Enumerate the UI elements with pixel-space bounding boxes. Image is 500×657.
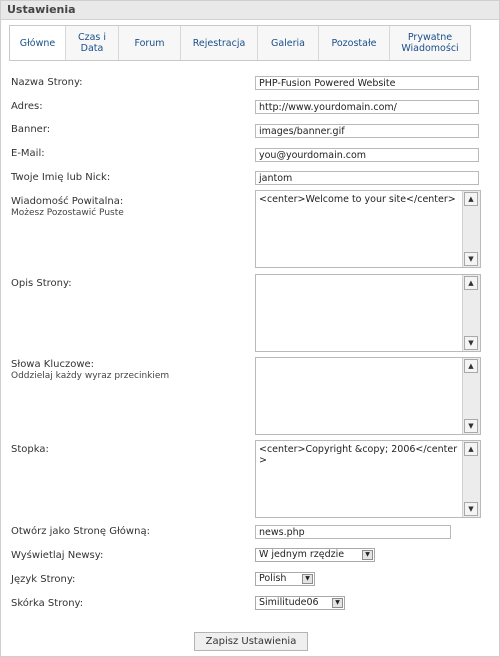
save-settings-button[interactable]: Zapisz Ustawienia bbox=[194, 632, 308, 651]
tab-forum[interactable]: Forum bbox=[119, 26, 181, 60]
footer-text: <center>Copyright &copy; 2006</center> bbox=[259, 444, 458, 466]
dropdown-arrow-icon[interactable]: ▼ bbox=[302, 574, 313, 584]
language-select[interactable] bbox=[255, 572, 315, 586]
language-value: Polish bbox=[259, 573, 287, 584]
scroll-down-icon[interactable]: ▼ bbox=[464, 419, 478, 433]
banner-label: Banner: bbox=[11, 124, 51, 135]
keywords-sublabel: Oddzielaj każdy wyraz przecinkiem bbox=[11, 371, 170, 381]
dropdown-arrow-icon[interactable]: ▼ bbox=[362, 550, 373, 560]
panel-title: Ustawienia bbox=[1, 1, 499, 20]
keywords-label-group bbox=[11, 359, 169, 381]
home-page-input[interactable]: news.php bbox=[255, 525, 451, 539]
settings-tabs bbox=[9, 25, 471, 61]
tab-galeria[interactable]: Galeria bbox=[258, 26, 319, 60]
tab-rejestracja[interactable]: Rejestracja bbox=[181, 26, 258, 60]
address-input[interactable]: http://www.yourdomain.com/ bbox=[255, 100, 479, 114]
scroll-up-icon[interactable]: ▲ bbox=[464, 276, 478, 290]
banner-input[interactable]: images/banner.gif bbox=[255, 124, 479, 138]
footer-scrollbar[interactable] bbox=[462, 441, 480, 517]
tab-czas-i-data[interactable]: Czas i Data bbox=[66, 26, 119, 60]
scroll-up-icon[interactable]: ▲ bbox=[464, 359, 478, 373]
keywords-label: Słowa Kluczowe: bbox=[11, 359, 95, 370]
description-scrollbar[interactable] bbox=[462, 275, 480, 351]
scroll-down-icon[interactable]: ▼ bbox=[464, 336, 478, 350]
tab-pozostale[interactable]: Pozostałe bbox=[319, 26, 390, 60]
site-name-label: Nazwa Strony: bbox=[11, 77, 83, 88]
description-label: Opis Strony: bbox=[11, 278, 72, 289]
keywords-textarea[interactable] bbox=[255, 357, 481, 435]
scroll-up-icon[interactable]: ▲ bbox=[464, 192, 478, 206]
keywords-scrollbar[interactable] bbox=[462, 358, 480, 434]
scroll-down-icon[interactable]: ▼ bbox=[464, 252, 478, 266]
address-label: Adres: bbox=[11, 101, 43, 112]
language-label: Język Strony: bbox=[11, 574, 76, 585]
tab-prywatne-wiadomosci[interactable]: Prywatne Wiadomości bbox=[390, 26, 470, 60]
news-display-label: Wyświetlaj Newsy: bbox=[11, 550, 104, 561]
home-page-label: Otwórz jako Stronę Główną: bbox=[11, 526, 150, 537]
welcome-label: Wiadomość Powitalna: bbox=[11, 196, 124, 207]
email-input[interactable]: you@yourdomain.com bbox=[255, 148, 479, 162]
tab-glowne[interactable]: Główne bbox=[10, 26, 66, 60]
dropdown-arrow-icon[interactable]: ▼ bbox=[332, 598, 343, 608]
skin-label: Skórka Strony: bbox=[11, 598, 84, 609]
welcome-label-group bbox=[11, 196, 124, 218]
site-name-input[interactable]: PHP-Fusion Powered Website bbox=[255, 76, 479, 90]
news-display-value: W jednym rzędzie bbox=[259, 549, 345, 560]
welcome-sublabel: Możesz Pozostawić Puste bbox=[11, 208, 124, 218]
welcome-textarea[interactable] bbox=[255, 190, 481, 268]
nick-label: Twoje Imię lub Nick: bbox=[11, 172, 111, 183]
email-label: E-Mail: bbox=[11, 148, 45, 159]
scroll-down-icon[interactable]: ▼ bbox=[464, 502, 478, 516]
footer-label: Stopka: bbox=[11, 444, 49, 455]
nick-input[interactable]: jantom bbox=[255, 171, 479, 185]
welcome-text: <center>Welcome to your site</center> bbox=[259, 194, 456, 205]
news-display-select[interactable] bbox=[255, 548, 375, 562]
skin-value: Similitude06 bbox=[259, 597, 319, 608]
welcome-scrollbar[interactable] bbox=[462, 191, 480, 267]
description-textarea[interactable] bbox=[255, 274, 481, 352]
footer-textarea[interactable] bbox=[255, 440, 481, 518]
skin-select[interactable] bbox=[255, 596, 345, 610]
scroll-up-icon[interactable]: ▲ bbox=[464, 442, 478, 456]
